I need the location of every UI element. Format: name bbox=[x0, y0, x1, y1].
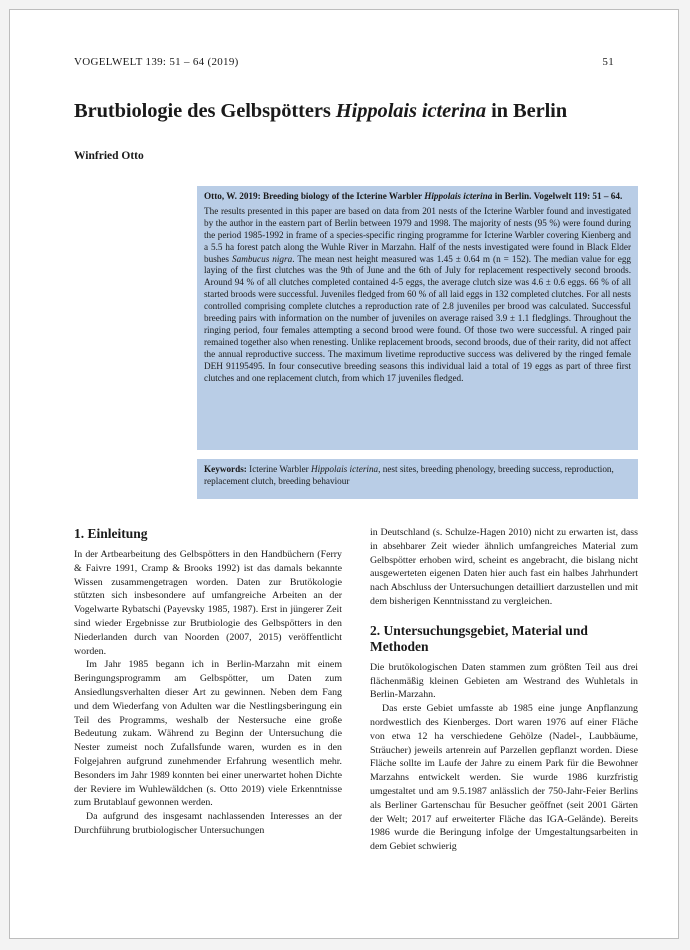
keywords-species: Hippolais icterina bbox=[311, 464, 379, 474]
title-suffix: in Berlin bbox=[486, 100, 568, 122]
abstract-body-part2: . The mean nest height measured was 1.45 ± 0.64 m (n = 152). The median value for egg laying of the first clutches was the 9th of June and the 6th of July for replacement respectively second broods. Around 94 % of all clutches completed contained 4-5 eggs, the average clutch size was 4.6 ± 0.6 eggs. 66 % of all started broods were successful. Juveniles fledged from 60 % of all laid eggs in 132 completed clutches. For all nests controlled comprising complete clutches a reproduction rate of 2.8 juveniles per brood was calculated. Successful breeding pairs with information on the number of juveniles on average raised 3.9 ± 1.1 fledglings. Throughout the ringing period, four females attempting a second brood were found. Of those two were successful. A ringed pair remained together also when renesting. Unlike replacement broods, second broods, due of their rarity, did not affect the annual reproductive success. The maximum livetime reproductive success was delivered by the ringed female DEH 91195495. In four consecutive breeding seasons this individual laid a total of 19 eggs as part of three first clutches and one replacement clutch, from which 17 juveniles fledged. bbox=[204, 253, 632, 383]
intro-paragraph-3-continued: in Deutschland (s. Schulze-Hagen 2010) nicht zu erwarten ist, dass in absehbarer Zeit wieder ähnlich umfangreiches Material zum Gelbspötter erhoben wird, scheint es angebracht, die bislang nicht ausgewerteten eigenen Daten hier auch fast ein halbes Jahrhundert nach Abschluss der Untersuchungen detailliert darzustellen und mit dem bisherigen Kenntnisstand zu vergleichen. bbox=[370, 527, 638, 607]
intro-paragraph-1: In der Artbearbeitung des Gelbspötters in den Handbüchern (Ferry & Faivre 1991, Cramp & Brooks 1992) ist das damals bekannte Wissen zusammengetragen worden. Daten zur Brutökologie stützten sich insbesondere auf umfangreiche Arbeiten an der Vogelwarte Rybatschi (Payevsky 1985, 1987). Erst in jüngerer Zeit sind wieder Ergebnisse zur Brutbiologie des Gelbspötters in den Niederlanden durch van Noorden (2007, 2015) veröffentlicht worden. bbox=[74, 549, 342, 657]
section-heading-methods: 2. Untersuchungsgebiet, Material und Methoden bbox=[370, 622, 588, 654]
abstract-citation bbox=[204, 191, 631, 203]
author-name: Winfried Otto bbox=[74, 150, 144, 162]
keywords-text-end: , nest sites, breeding phenology, breeding success, reproduction, replacement clutch, breeding behaviour bbox=[204, 464, 614, 486]
article-title bbox=[74, 100, 638, 123]
abstract-body-species: Sambucus nigra bbox=[232, 253, 293, 264]
abstract-body-part1: The results presented in this paper are based on data from 201 nests of the Icterine Warbler found and investigated by the author in the eastern part of Berlin between 1979 and 1998. The majority of nests (95 %) were found during the period 1985-1992 in frame of a species-specific ringing programme for Icterine Warbler covering Kienberg and a 5.5 ha forest patch along the Wuhle River in Marzahn. Half of the nests investigated were found in Black Elder bushes bbox=[204, 205, 631, 264]
intro-paragraph-2: Im Jahr 1985 begann ich in Berlin-Marzahn mit einem Beringungsprogramm am Gelbspötter, um Daten zum Ansiedlungsverhalten dieser Art zu gewinnen. Neben dem Fang und dem Wiederfang von Adulten war die Nestlingsberingung ein Teil des Programms, weshalb der Nestersuche eine große Bedeutung zukam. Während zu Beginn der Untersuchung die Nester zumeist noch Zufallsfunde waren, wurden es in den Folgejahren aufgrund zunehmender Erfahrung wesentlich mehr. Besonders im Jahr 1989 konnten bei einer unerwartet hohen Dichte der Reviere im Wuhlewäldchen (s. Otto 2019) viele Erkenntnisse zum Brutablauf gewonnen werden. bbox=[74, 659, 342, 809]
intro-paragraph-3: Da aufgrund des insgesamt nachlassenden Interesses an der Durchführung brutbiologischer Untersuchungen bbox=[74, 811, 342, 836]
journal-citation: VOGELWELT 139: 51 – 64 (2019) bbox=[74, 56, 239, 68]
methods-paragraph-1: Die brutökologischen Daten stammen zum größten Teil aus drei flächenmäßig kleinen Gebieten am Westrand des Wuhletals in Berlin-Marzahn. bbox=[370, 661, 638, 701]
keywords-box bbox=[197, 459, 638, 499]
page-number: 51 bbox=[602, 56, 614, 68]
abstract-body bbox=[204, 206, 631, 385]
right-column bbox=[370, 526, 638, 854]
citation-species: Hippolais icterina bbox=[424, 191, 493, 201]
section-heading-introduction: 1. Einleitung bbox=[74, 526, 148, 541]
journal-page bbox=[9, 9, 679, 939]
methods-paragraph-2: Das erste Gebiet umfasste ab 1985 eine junge Anpflanzung nordwestlich des Kienberges. Dort waren 1976 auf einer Fläche von etwa 12 ha verschiedene Gehölze (Nadel-, Laubbäume, Sträucher) jeweils artenrein auf Parzellen gepflanzt worden. Diese Fläche sollte im Laufe der Jahre zu einem Park für die Bewohner Marzahns entwickelt werden. Sie wurde 1986 kurzfristig umgestaltet und am 9.5.1987 anlässlich der 750-Jahr-Feier Berlins als Berliner Gartenschau für Besucher geöffnet (seit 2001 Gärten der Welt; 2017 auf erweiterter Fläche das IGA-Gelände). Bereits 1986 wurde die Beringung infolge der Umgestaltungsarbeiten in dem Gebiet schwierig bbox=[370, 703, 638, 853]
citation-start: Otto, W. 2019: Breeding biology of the Icterine Warbler bbox=[204, 191, 425, 201]
citation-end: in Berlin. Vogelwelt 119: 51 – 64. bbox=[492, 191, 623, 201]
left-column bbox=[74, 526, 342, 838]
keywords-label: Keywords: bbox=[204, 464, 247, 474]
keywords-text-start: Icterine Warbler bbox=[246, 464, 312, 474]
title-prefix: Brutbiologie des Gelbspötters bbox=[74, 100, 336, 122]
abstract-box bbox=[197, 186, 638, 450]
title-species: Hippolais icterina bbox=[335, 100, 487, 122]
